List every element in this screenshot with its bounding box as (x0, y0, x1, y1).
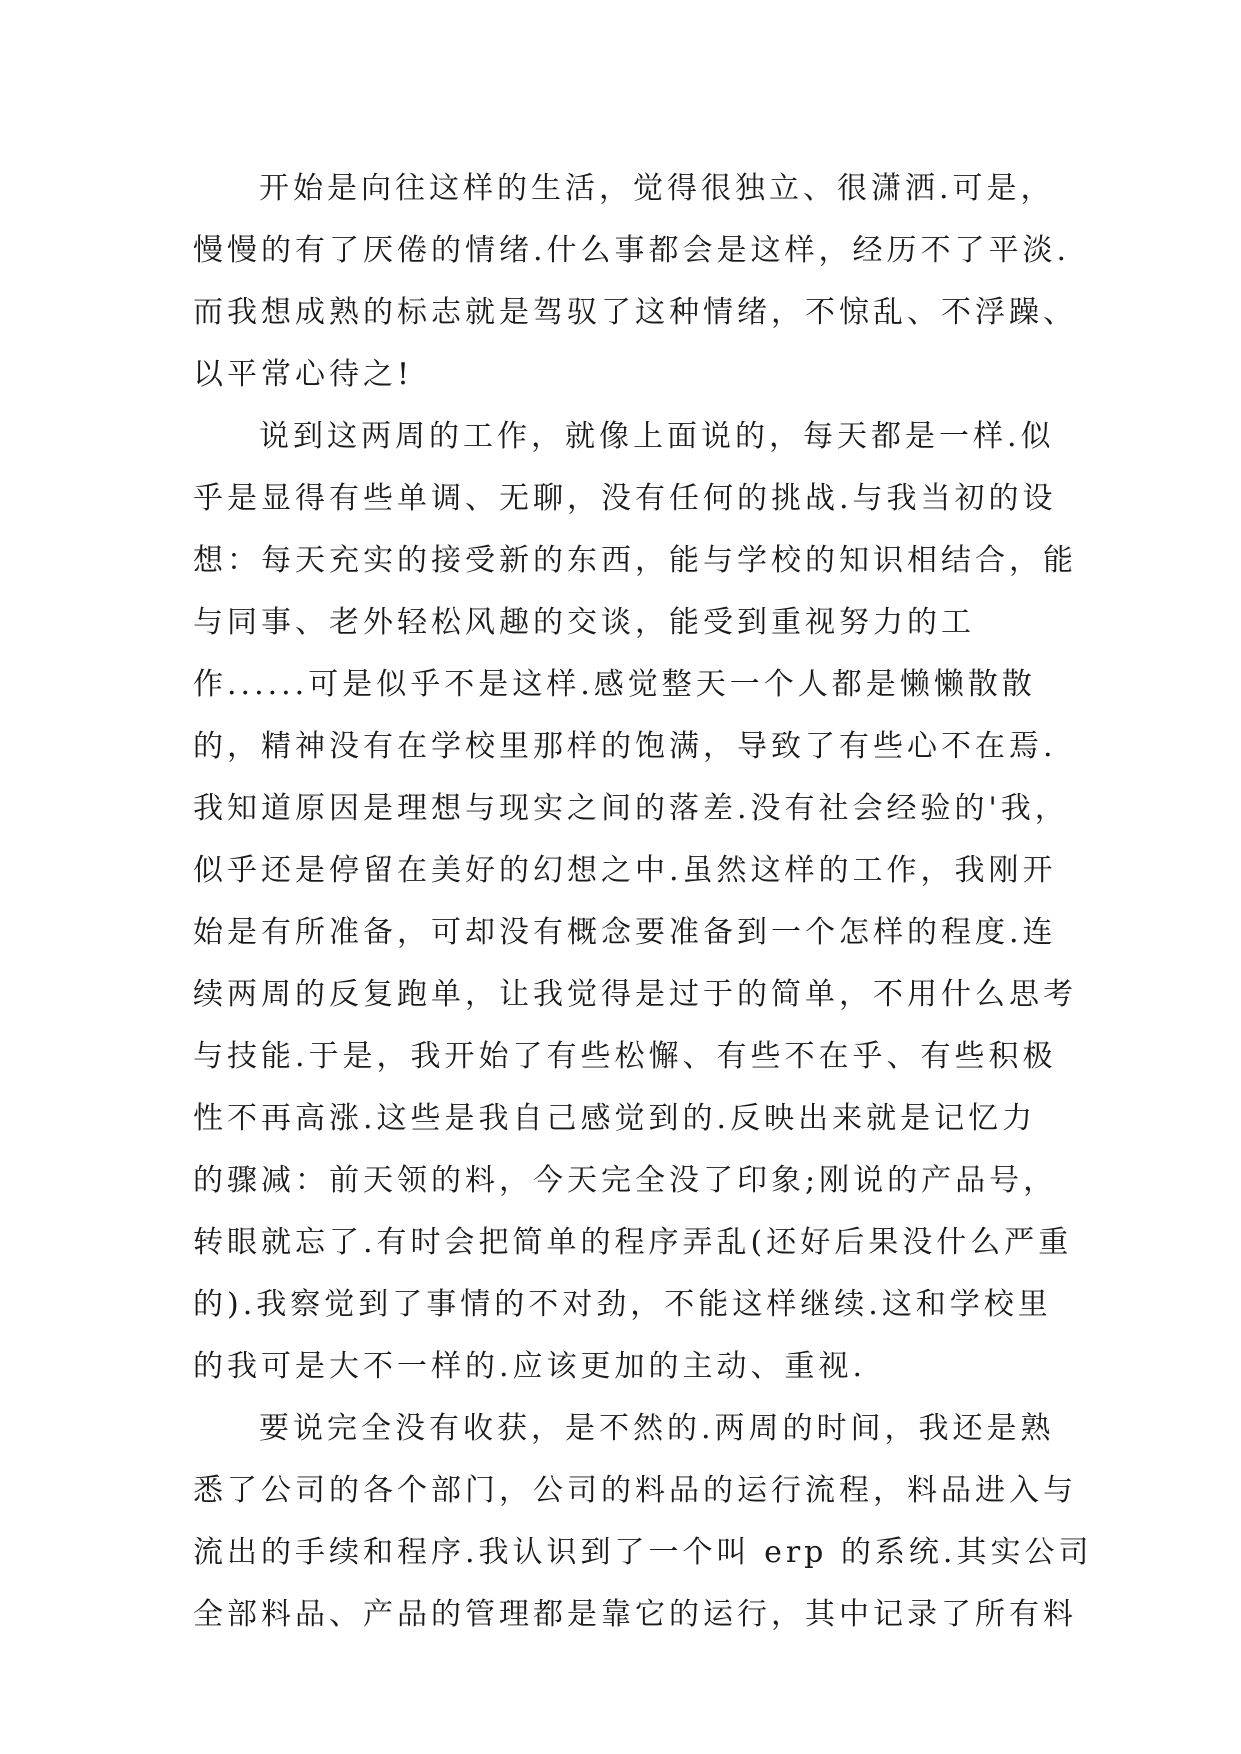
paragraph-2-line-16: 的我可是大不一样的.应该更加的主动、重视. (193, 1349, 867, 1384)
paragraph-2-line-2: 乎是显得有些单调、无聊，没有任何的挑战.与我当初的设 (193, 481, 1057, 516)
paragraph-2-line-1: 说到这两周的工作，就像上面说的，每天都是一样.似 (259, 419, 1055, 454)
paragraph-2-line-6: 的，精神没有在学校里那样的饱满，导致了有些心不在焉. (193, 729, 1057, 764)
paragraph-3-line-2: 悉了公司的各个部门，公司的料品的运行流程，料品进入与 (193, 1473, 1077, 1508)
paragraph-3-line-1: 要说完全没有收获，是不然的.两周的时间，我还是熟 (259, 1411, 1055, 1446)
body-text (193, 158, 1093, 1646)
paragraph-1-line-2: 慢慢的有了厌倦的情绪.什么事都会是这样，经历不了平淡. (193, 233, 1071, 268)
paragraph-2-line-4: 与同事、老外轻松风趣的交谈，能受到重视努力的工 (193, 605, 975, 640)
paragraph-2-line-10: 续两周的反复跑单，让我觉得是过于的简单，不用什么思考 (193, 977, 1077, 1012)
paragraph-2-line-13: 的骤减：前天领的料，今天完全没了印象;刚说的产品号， (193, 1163, 1058, 1198)
paragraph-1-line-3: 而我想成熟的标志就是驾驭了这种情绪，不惊乱、不浮躁、 (193, 295, 1077, 330)
paragraph-1-line-1: 开始是向往这样的生活，觉得很独立、很潇洒.可是， (259, 171, 1055, 206)
paragraph-2-line-7: 我知道原因是理想与现实之间的落差.没有社会经验的'我， (193, 791, 1069, 826)
paragraph-1-line-4: 以平常心待之! (193, 357, 414, 392)
paragraph-2-line-9: 始是有所准备，可却没有概念要准备到一个怎样的程度.连 (193, 915, 1057, 950)
paragraph-3-line-4: 全部料品、产品的管理都是靠它的运行，其中记录了所有料 (193, 1597, 1077, 1632)
paragraph-2-line-5: 作......可是似乎不是这样.感觉整天一个人都是懒懒散散 (193, 667, 1036, 702)
paragraph-2-line-12: 性不再高涨.这些是我自己感觉到的.反映出来就是记忆力 (193, 1101, 1037, 1136)
paragraph-2-line-11: 与技能.于是，我开始了有些松懈、有些不在乎、有些积极 (193, 1039, 1057, 1074)
paragraph-3-line-3: 流出的手续和程序.我认识到了一个叫 erp 的系统.其实公司 (193, 1535, 1093, 1570)
paragraph-2-line-15: 的).我察觉到了事情的不对劲，不能这样继续.这和学校里 (193, 1287, 1052, 1322)
paragraph-2-line-8: 似乎还是停留在美好的幻想之中.虽然这样的工作，我刚开 (193, 853, 1057, 888)
paragraph-2-line-3: 想：每天充实的接受新的东西，能与学校的知识相结合，能 (193, 543, 1077, 578)
paragraph-2-line-14: 转眼就忘了.有时会把简单的程序弄乱(还好后果没什么严重 (193, 1225, 1073, 1260)
